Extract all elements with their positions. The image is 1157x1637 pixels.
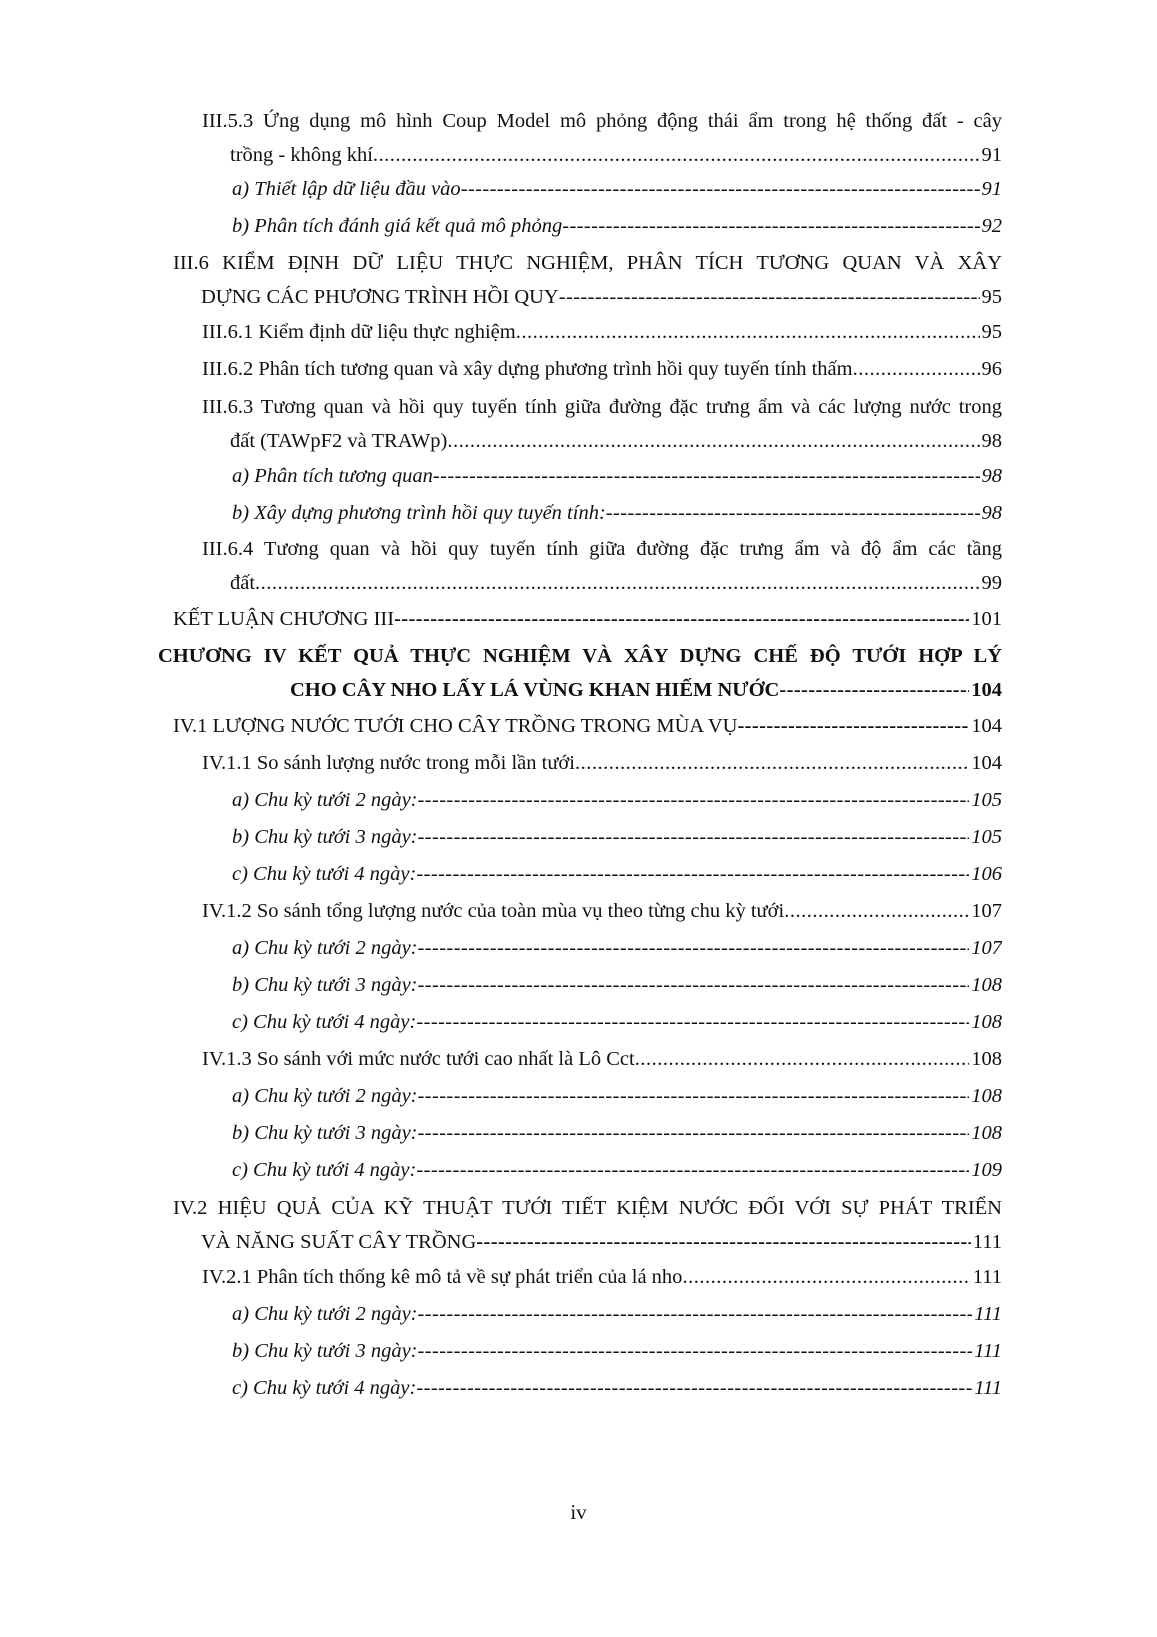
- dash-leader: [418, 1078, 970, 1114]
- toc-page-number: 91: [981, 178, 1002, 200]
- dot-leader: [575, 745, 969, 781]
- toc-page-number: 109: [971, 1159, 1002, 1181]
- toc-entry-text: KẾT LUẬN CHƯƠNG III: [173, 608, 395, 630]
- toc-page-number: 96: [981, 358, 1002, 380]
- toc-entry-chuong-iv: [158, 638, 1002, 710]
- toc-entry-line1: IV.2 HIỆU QUẢ CỦA KỸ THUẬT TƯỚI TIẾT KIỆM NƯỚC ĐỐI VỚI SỰ PHÁT TRIỂN: [173, 1197, 1002, 1219]
- page-number: iv: [570, 1500, 587, 1524]
- toc-entry-iv-2-1-a: [232, 1296, 1002, 1332]
- toc-entry-text: a) Chu kỳ tưới 2 ngày:: [232, 789, 418, 811]
- toc-page-number: 111: [974, 1303, 1002, 1325]
- toc-page-number: 105: [971, 789, 1002, 811]
- dash-leader: [476, 1224, 971, 1260]
- toc-entry-text: c) Chu kỳ tưới 4 ngày:: [232, 1159, 417, 1181]
- toc-entry-iv-2-1-c: [232, 1370, 1002, 1406]
- toc-entry-text: a) Chu kỳ tưới 2 ngày:: [232, 1303, 418, 1325]
- toc-entry-line1: III.6.3 Tương quan và hồi quy tuyến tính giữa đường đặc trưng ẩm và các lượng nước trong: [202, 396, 1002, 418]
- toc-entry-iv-2: [173, 1190, 1002, 1262]
- toc-entry-iv-1-1-b: [232, 819, 1002, 855]
- toc-entry-iv-1-2-a: [232, 930, 1002, 966]
- toc-entry-iii-6-3: [202, 389, 1002, 461]
- dot-leader: [255, 565, 979, 601]
- dash-leader: [418, 930, 970, 966]
- dot-leader: [682, 1259, 970, 1295]
- toc-entry-iii-5-3-a: [232, 171, 1002, 207]
- toc-entry-line2: CHO CÂY NHO LẤY LÁ VÙNG KHAN HIẾM NƯỚC: [290, 679, 780, 701]
- toc-entry-text: c) Chu kỳ tưới 4 ngày:: [232, 1377, 417, 1399]
- toc-entry-line2: đất: [230, 572, 256, 594]
- dash-leader: [416, 1004, 969, 1040]
- toc-entry-iii-6-3-a: [232, 458, 1002, 494]
- toc-page-number: 111: [974, 1377, 1002, 1399]
- toc-page-number: 111: [972, 1266, 1002, 1288]
- toc-page-number: 106: [971, 863, 1002, 885]
- toc-entry-text: a) Thiết lập dữ liệu đầu vào: [232, 178, 461, 200]
- toc-page-number: 98: [981, 465, 1002, 487]
- dash-leader: [418, 1296, 973, 1332]
- toc-entry-iii-6-2: [202, 351, 1002, 387]
- toc-entry-iii-6-1: [202, 314, 1002, 350]
- toc-entry-iv-1-3-c: [232, 1152, 1002, 1188]
- toc-page-number: 99: [981, 572, 1002, 594]
- toc-entry-iv-1-3-a: [232, 1078, 1002, 1114]
- dash-leader: [418, 819, 970, 855]
- toc-entry-line2: VÀ NĂNG SUẤT CÂY TRỒNG: [201, 1231, 477, 1253]
- toc-entry-line1: III.6 KIỂM ĐỊNH DỮ LIỆU THỰC NGHIỆM, PHÂN TÍCH TƯƠNG QUAN VÀ XÂY: [173, 252, 1002, 274]
- toc-entry-text: b) Chu kỳ tưới 3 ngày:: [232, 974, 418, 996]
- dash-leader: [737, 708, 969, 744]
- toc-page-number: 111: [974, 1340, 1002, 1362]
- toc-entry-line2: đất (TAWpF2 và TRAWp): [230, 430, 448, 452]
- toc-entry-iv-1-3-b: [232, 1115, 1002, 1151]
- dash-leader: [416, 1152, 969, 1188]
- dash-leader: [418, 967, 970, 1003]
- toc-page-number: 91: [981, 144, 1002, 166]
- toc-page-number: 107: [971, 937, 1002, 959]
- dash-leader: [461, 171, 980, 207]
- toc-page-number: 101: [971, 608, 1002, 630]
- toc-entry-line1: CHƯƠNG IV KẾT QUẢ THỰC NGHIỆM VÀ XÂY DỰNG CHẾ ĐỘ TƯỚI HỢP LÝ: [158, 645, 1002, 667]
- toc-entry-text: IV.1.2 So sánh tổng lượng nước của toàn mùa vụ theo từng chu kỳ tưới: [202, 900, 785, 922]
- toc-entry-text: a) Phân tích tương quan: [232, 465, 433, 487]
- toc-entry-text: a) Chu kỳ tưới 2 ngày:: [232, 937, 418, 959]
- toc-entry-iii-6-3-b: [232, 495, 1002, 531]
- toc-entry-text: IV.1 LƯỢNG NƯỚC TƯỚI CHO CÂY TRỒNG TRONG MÙA VỤ: [173, 715, 738, 737]
- toc-entry-iv-2-1-b: [232, 1333, 1002, 1369]
- dot-leader: [784, 893, 969, 929]
- toc-page-number: 107: [971, 900, 1002, 922]
- dash-leader: [418, 782, 970, 818]
- toc-entry-text: IV.2.1 Phân tích thống kê mô tả về sự phát triển của lá nho: [202, 1266, 683, 1288]
- toc-entry-text: b) Chu kỳ tưới 3 ngày:: [232, 1122, 418, 1144]
- toc-entry-text: III.6.2 Phân tích tương quan và xây dựng phương trình hồi quy tuyến tính thấm: [202, 358, 853, 380]
- dash-leader: [562, 208, 979, 244]
- dash-leader: [433, 458, 980, 494]
- dash-leader: [779, 672, 969, 708]
- toc-entry-text: b) Chu kỳ tưới 3 ngày:: [232, 826, 418, 848]
- toc-page-number: 104: [971, 715, 1002, 737]
- toc-entry-iii-5-3: [202, 103, 1002, 175]
- toc-entry-iii-5-3-b: [232, 208, 1002, 244]
- toc-entry-text: a) Chu kỳ tưới 2 ngày:: [232, 1085, 418, 1107]
- dash-leader: [418, 1115, 970, 1151]
- dash-leader: [418, 1333, 973, 1369]
- dot-leader: [516, 314, 980, 350]
- toc-page-number: 98: [981, 430, 1002, 452]
- toc-entry-line1: III.5.3 Ứng dụng mô hình Coup Model mô phỏng động thái ẩm trong hệ thống đất - cây: [202, 110, 1002, 132]
- toc-page-number: 95: [981, 321, 1002, 343]
- toc-entry-iv-1-1-c: [232, 856, 1002, 892]
- toc-entry-text: IV.1.1 So sánh lượng nước trong mỗi lần tưới: [202, 752, 575, 774]
- toc-entry-text: b) Phân tích đánh giá kết quả mô phỏng: [232, 215, 563, 237]
- toc-page-number: 104: [971, 752, 1002, 774]
- toc-entry-iv-1-3: [202, 1041, 1002, 1077]
- toc-entry-iv-1-2-c: [232, 1004, 1002, 1040]
- toc-page-number: 108: [971, 1011, 1002, 1033]
- toc-page-number: 104: [971, 679, 1002, 701]
- toc-entry-line1: III.6.4 Tương quan và hồi quy tuyến tính giữa đường đặc trưng ẩm và độ ẩm các tầng: [202, 538, 1002, 560]
- toc-entry-line2: trồng - không khí: [230, 144, 373, 166]
- toc-entry-iv-1-2-b: [232, 967, 1002, 1003]
- toc-page-number: 108: [971, 1048, 1002, 1070]
- toc-entry-text: c) Chu kỳ tưới 4 ngày:: [232, 863, 417, 885]
- toc-page-number: 105: [971, 826, 1002, 848]
- toc-entry-text: III.6.1 Kiểm định dữ liệu thực nghiệm: [202, 321, 516, 343]
- toc-page-number: 98: [981, 502, 1002, 524]
- toc-page-number: 111: [972, 1231, 1002, 1253]
- dot-leader: [635, 1041, 970, 1077]
- dot-leader: [853, 351, 980, 387]
- toc-entry-iv-1: [173, 708, 1002, 744]
- toc-entry-text: c) Chu kỳ tưới 4 ngày:: [232, 1011, 417, 1033]
- toc-entry-text: IV.1.3 So sánh với mức nước tưới cao nhất là Lô Cct: [202, 1048, 635, 1070]
- toc-page-number: 108: [971, 974, 1002, 996]
- toc-page-number: 108: [971, 1122, 1002, 1144]
- toc-entry-line2: DỰNG CÁC PHƯƠNG TRÌNH HỒI QUY: [201, 286, 559, 308]
- toc-entry-text: b) Chu kỳ tưới 3 ngày:: [232, 1340, 418, 1362]
- dash-leader: [394, 601, 969, 637]
- toc-page-number: 92: [981, 215, 1002, 237]
- toc-page-number: 95: [981, 286, 1002, 308]
- toc-entry-iv-2-1: [202, 1259, 1002, 1295]
- toc-entry-iii-6-4: [202, 531, 1002, 603]
- toc-entry-text: b) Xây dựng phương trình hồi quy tuyến tính:: [232, 502, 606, 524]
- dash-leader: [416, 856, 969, 892]
- dot-leader: [373, 137, 980, 173]
- dash-leader: [606, 495, 980, 531]
- toc-entry-ket-luan-chuong-iii: [173, 601, 1002, 637]
- dash-leader: [416, 1370, 972, 1406]
- toc-entry-iv-1-1: [202, 745, 1002, 781]
- dot-leader: [447, 423, 979, 459]
- toc-page-number: 108: [971, 1085, 1002, 1107]
- toc-entry-iv-1-1-a: [232, 782, 1002, 818]
- toc-entry-iii-6: [173, 245, 1002, 317]
- dash-leader: [559, 279, 980, 315]
- toc-entry-iv-1-2: [202, 893, 1002, 929]
